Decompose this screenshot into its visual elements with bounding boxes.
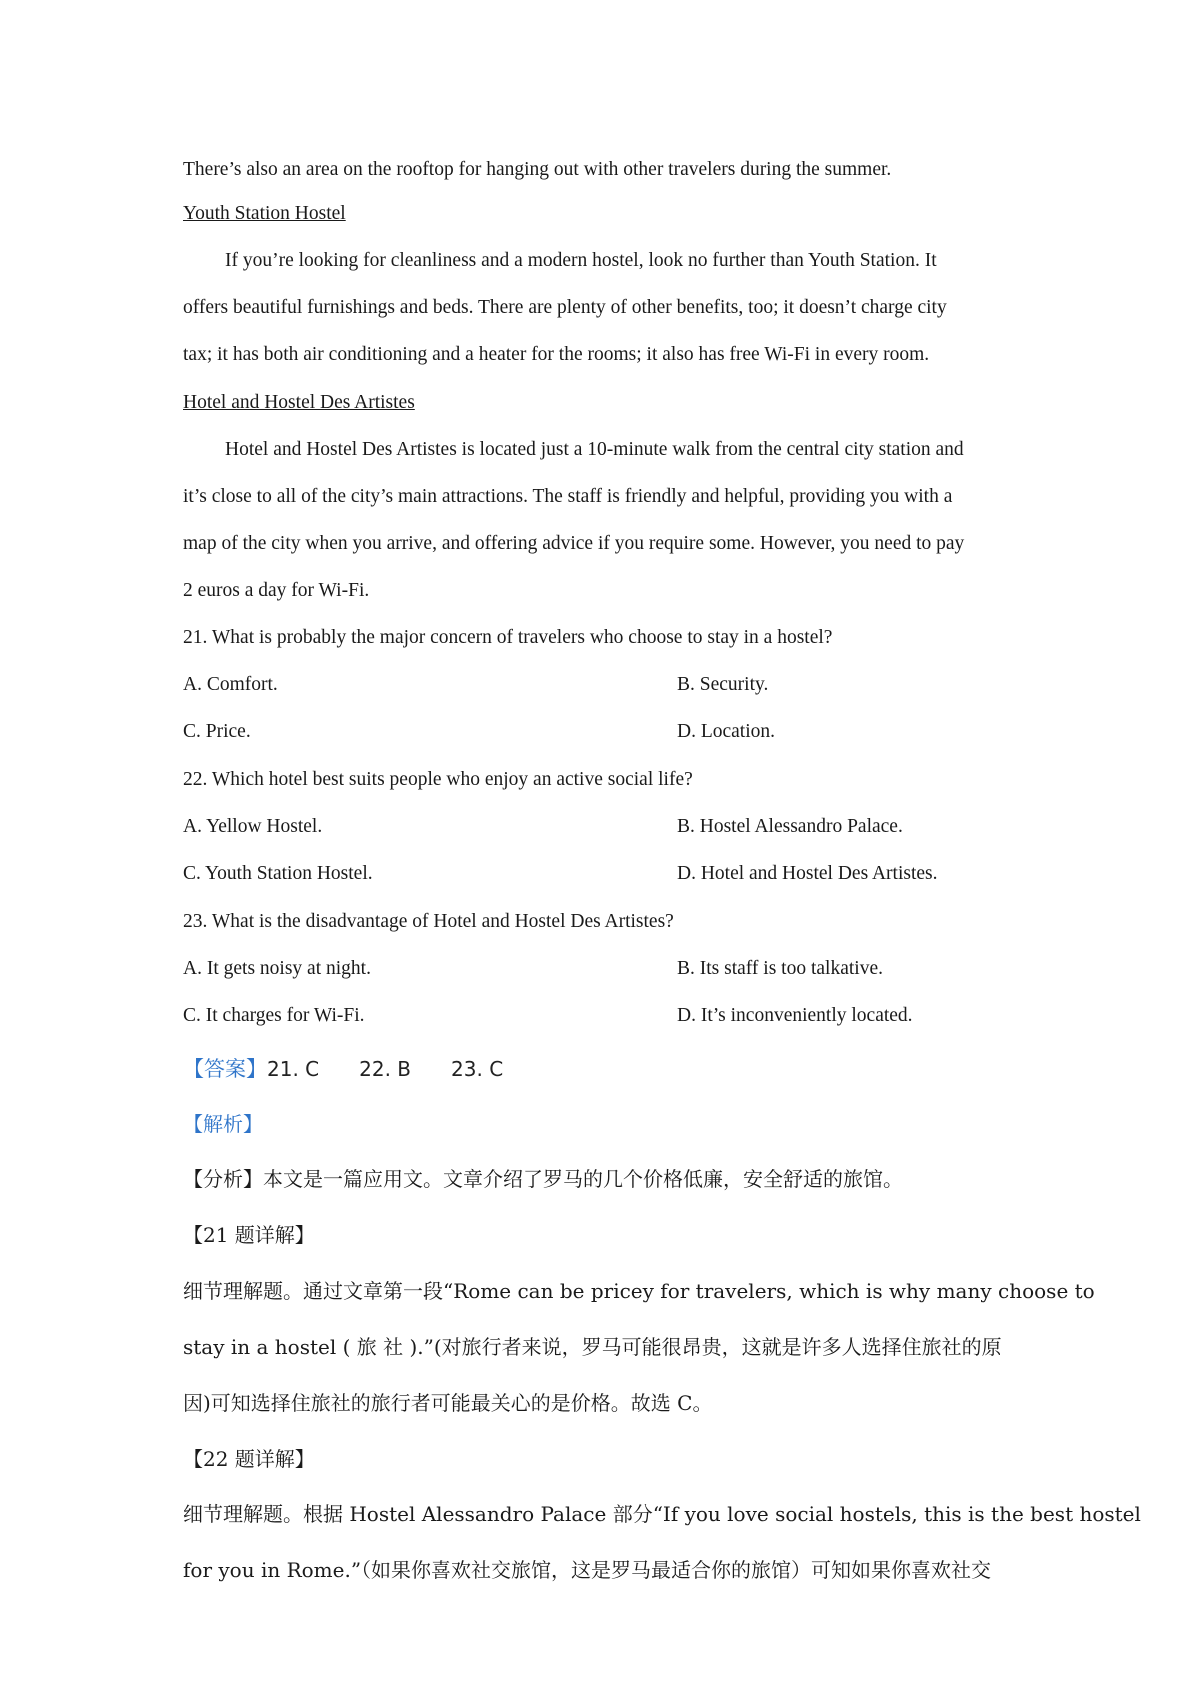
question-stem-22: 22. Which hotel best suits people who enjoy an active social life?	[183, 769, 693, 790]
option-21-c: C. Price.	[183, 721, 251, 742]
q22-detail-line: for you in Rome.”（如果你喜欢社交旅馆，这是罗马最适合你的旅馆）可知如果你喜欢社交	[183, 1558, 992, 1582]
answer-21: 21. C	[267, 1057, 320, 1081]
passage-line: 2 euros a day for Wi-Fi.	[183, 580, 370, 601]
question-stem-21: 21. What is probably the major concern of travelers who choose to stay in a hostel?	[183, 627, 833, 648]
passage-line: There’s also an area on the rooftop for hanging out with other travelers during the summer.	[183, 159, 892, 180]
option-23-c: C. It charges for Wi-Fi.	[183, 1005, 365, 1026]
passage-line: map of the city when you arrive, and offering advice if you require some. However, you need to pay	[183, 533, 965, 554]
passage-line: If you’re looking for cleanliness and a modern hostel, look no further than Youth Station. It	[225, 250, 937, 271]
option-22-d: D. Hotel and Hostel Des Artistes.	[677, 863, 938, 884]
q21-detail-line: 细节理解题。通过文章第一段“Rome can be pricey for travelers, which is why many choose to	[183, 1279, 1095, 1303]
passage-line: tax; it has both air conditioning and a heater for the rooms; it also has free Wi-Fi in every room.	[183, 344, 930, 365]
option-22-a: A. Yellow Hostel.	[183, 816, 323, 837]
q22-detail-line: 细节理解题。根据 Hostel Alessandro Palace 部分“If you love social hostels, this is the best hostel	[183, 1502, 1141, 1526]
analysis-summary: 【分析】本文是一篇应用文。文章介绍了罗马的几个价格低廉，安全舒适的旅馆。	[183, 1167, 903, 1191]
analysis-label: 【解析】	[183, 1112, 263, 1136]
q21-detail-line: stay in a hostel ( 旅 社 ).”(对旅行者来说，罗马可能很昂贵，这就是许多人选择住旅社的原	[183, 1335, 1002, 1359]
passage-line: offers beautiful furnishings and beds. There are plenty of other benefits, too; it doesn’t charge city	[183, 297, 947, 318]
answer-22: 22. B	[359, 1057, 412, 1081]
option-21-d: D. Location.	[677, 721, 776, 742]
passage-line: it’s close to all of the city’s main attractions. The staff is friendly and helpful, providing you with a	[183, 486, 953, 507]
option-22-c: C. Youth Station Hostel.	[183, 863, 373, 884]
passage-line: Hotel and Hostel Des Artistes is located just a 10-minute walk from the central city station and	[225, 439, 964, 460]
section-heading-youth-station: Youth Station Hostel	[183, 203, 346, 224]
option-21-a: A. Comfort.	[183, 674, 278, 695]
section-heading-des-artistes: Hotel and Hostel Des Artistes	[183, 392, 415, 413]
option-22-b: B. Hostel Alessandro Palace.	[677, 816, 903, 837]
answer-row	[183, 1055, 543, 1083]
option-23-d: D. It’s inconveniently located.	[677, 1005, 913, 1026]
q21-detail-line: 因)可知选择住旅社的旅行者可能最关心的是价格。故选 C。	[183, 1391, 713, 1415]
option-23-a: A. It gets noisy at night.	[183, 958, 371, 979]
option-21-b: B. Security.	[677, 674, 769, 695]
question-stem-23: 23. What is the disadvantage of Hotel and Hostel Des Artistes?	[183, 911, 674, 932]
q21-detail-title: 【21 题详解】	[183, 1223, 315, 1247]
option-23-b: B. Its staff is too talkative.	[677, 958, 883, 979]
q22-detail-title: 【22 题详解】	[183, 1447, 315, 1471]
answer-23: 23. C	[451, 1057, 504, 1081]
answer-label: 【答案】	[183, 1057, 267, 1081]
